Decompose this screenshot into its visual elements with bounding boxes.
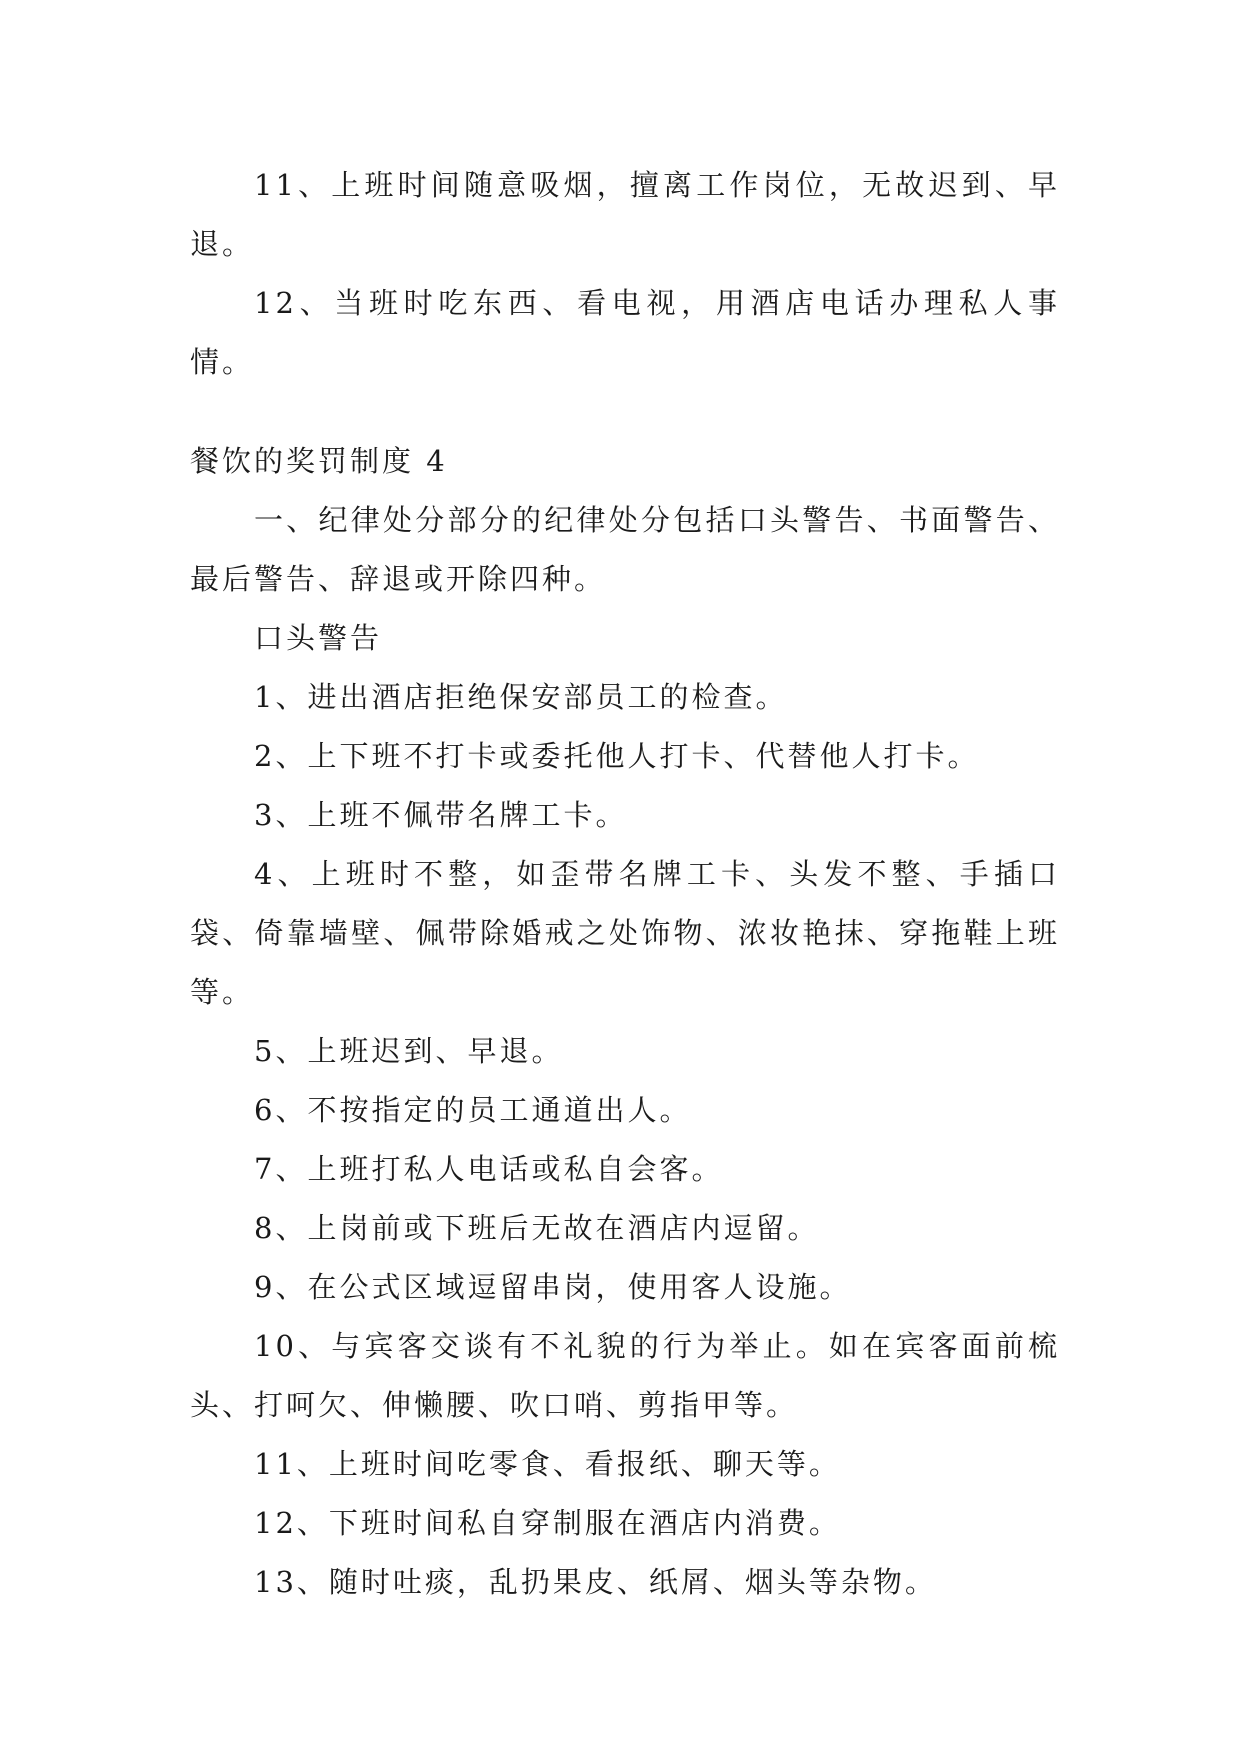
list-item-2: 2、上下班不打卡或委托他人打卡、代替他人打卡。 [254, 739, 980, 773]
list-item-4: 4、上班时不整，如歪带名牌工卡、头发不整、手插口袋、倚靠墙壁、佩带除婚戒之处饰物、浓妆艳抹、穿拖鞋上班等。 [190, 857, 1060, 1009]
list-item-6: 6、不按指定的员工通道出人。 [254, 1093, 692, 1127]
list-item-1: 1、进出酒店拒绝保安部员工的检查。 [254, 680, 788, 714]
document-body [190, 156, 1060, 1612]
list-item-11: 11、上班时间吃零食、看报纸、聊天等。 [254, 1447, 841, 1481]
subheading-verbal-warning: 口头警告 [254, 621, 383, 655]
list-item-5: 5、上班迟到、早退。 [254, 1034, 564, 1068]
list-item-3: 3、上班不佩带名牌工卡。 [254, 798, 628, 832]
list-item-10: 10、与宾客交谈有不礼貌的行为举止。如在宾客面前梳头、打呵欠、伸懒腰、吹口哨、剪指甲等。 [190, 1329, 1060, 1422]
list-item-8: 8、上岗前或下班后无故在酒店内逗留。 [254, 1211, 820, 1245]
list-item-13: 13、随时吐痰，乱扔果皮、纸屑、烟头等杂物。 [254, 1565, 937, 1599]
list-item-9: 9、在公式区域逗留串岗，使用客人设施。 [254, 1270, 852, 1304]
list-item-12: 12、下班时间私自穿制服在酒店内消费。 [254, 1506, 841, 1540]
paragraph-intro: 一、纪律处分部分的纪律处分包括口头警告、书面警告、最后警告、辞退或开除四种。 [190, 503, 1060, 596]
paragraph-top-2: 12、当班时吃东西、看电视，用酒店电话办理私人事情。 [190, 286, 1060, 379]
section-title: 餐饮的奖罚制度 4 [190, 444, 448, 478]
paragraph-top-1: 11、上班时间随意吸烟，擅离工作岗位，无故迟到、早退。 [190, 168, 1060, 261]
list-item-7: 7、上班打私人电话或私自会客。 [254, 1152, 724, 1186]
section-gap [190, 392, 1060, 432]
